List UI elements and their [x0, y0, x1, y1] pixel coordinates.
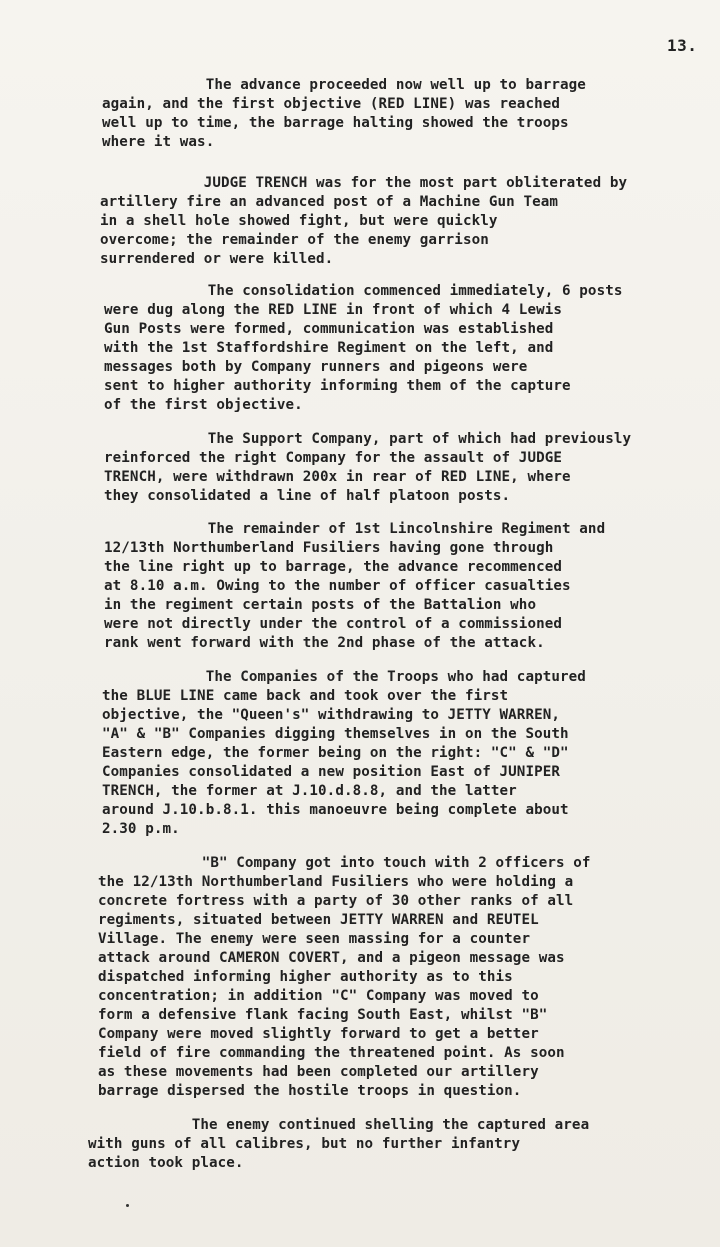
- ink-speck: [126, 1204, 129, 1207]
- paragraph-companies: The Companies of the Troops who had captured the BLUE LINE came back and took over the first objective, the "Queen's" withdrawing to JETTY WARREN, "A" & "B" Companies digging themselves in on the South Eastern edge, the former being on the right: "C" & "D" Companies consolidated a new position East of JUNIPER TRENCH, the former at J.10.d.8.8, and the latter around J.10.b.8.1. this manoeuvre being complete about 2.30 p.m.: [102, 669, 586, 837]
- paragraph-advance: The advance proceeded now well up to barrage again, and the first objective (RED LINE) was reached well up to time, the barrage halting showed the troops where it was.: [102, 77, 586, 150]
- paragraph-b-company: "B" Company got into touch with 2 officers of the 12/13th Northumberland Fusiliers who were holding a concrete fortress with a party of 30 other ranks of all regiments, situated between JETTY WARREN and REUTEL Village. The enemy were seen massing for a counter attack around CAMERON COVERT, and a pigeon message was dispatched informing higher authority as to this concentration; in addition "C" Company was moved to form a defensive flank facing South East, whilst "B" Company were moved slightly forward to get a better field of fire commanding the threatened point. As soon as these movements had been completed our artillery barrage dispersed the hostile troops in question.: [98, 855, 591, 1099]
- paragraph-consolidation: The consolidation commenced immediately, 6 posts were dug along the RED LINE in front of which 4 Lewis Gun Posts were formed, communication was established with the 1st Staffordshire Regiment on the left, and messages both by Company runners and pigeons were sent to higher authority informing them of the capture of the first objective.: [104, 283, 623, 413]
- paragraph-enemy-shelling: The enemy continued shelling the captured area with guns of all calibres, but no further infantry action took place.: [88, 1117, 590, 1171]
- paragraph-judge-trench: JUDGE TRENCH was for the most part obliterated by artillery fire an advanced post of a Machine Gun Team in a shell hole showed fight, but were quickly overcome; the remainder of the enemy garrison surrendered or were killed.: [100, 175, 628, 267]
- paragraph-support-company: The Support Company, part of which had previously reinforced the right Company for the assault of JUDGE TRENCH, were withdrawn 200x in rear of RED LINE, where they consolidated a line of half platoon posts.: [104, 431, 632, 504]
- page-number: 13.: [667, 36, 698, 55]
- paragraph-remainder: The remainder of 1st Lincolnshire Regiment and 12/13th Northumberland Fusiliers having gone through the line right up to barrage, the advance recommenced at 8.10 a.m. Owing to the number of officer casualties in the regiment certain posts of the Battalion who were not directly under the control of a commissioned rank went forward with the 2nd phase of the attack.: [104, 521, 606, 651]
